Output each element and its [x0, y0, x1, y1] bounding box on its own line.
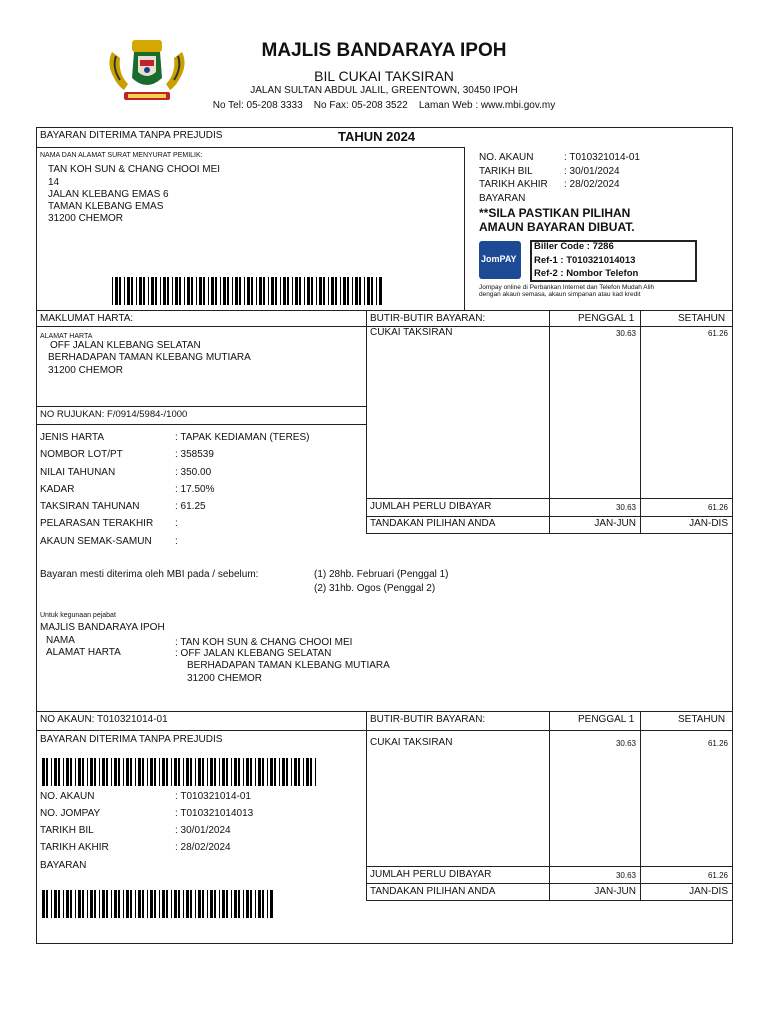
barcode-bar	[126, 890, 129, 918]
detail-label: PELARASAN TERAKHIR	[40, 518, 154, 529]
barcode-bar	[340, 277, 341, 305]
office-alamat-label: ALAMAT HARTA	[46, 647, 121, 658]
slip-cukai-label: CUKAI TAKSIRAN	[370, 737, 453, 748]
barcode-bar	[323, 277, 325, 305]
barcode-bar	[154, 758, 156, 786]
barcode-bar	[243, 758, 244, 786]
barcode-bar	[371, 277, 373, 305]
slip-prejudis: BAYARAN DITERIMA TANPA PREJUDIS	[40, 734, 223, 745]
alamat-harta-caption: ALAMAT HARTA	[40, 333, 93, 340]
org-address: JALAN SULTAN ABDUL JALIL, GREENTOWN, 30450 IPOH	[250, 85, 518, 96]
barcode-bar	[111, 758, 112, 786]
tarikh-akhir-value: : 28/02/2024	[564, 179, 620, 190]
barcode-bar	[42, 758, 45, 786]
barcode-bar	[191, 277, 193, 305]
barcode-bar	[214, 758, 216, 786]
jumlah-setahun-value: 61.26	[707, 503, 728, 512]
barcode-bar	[255, 890, 256, 918]
detail-label: NILAI TAHUNAN	[40, 467, 116, 478]
barcode-bar	[294, 758, 297, 786]
barcode-bar	[219, 890, 220, 918]
barcode-bar	[82, 758, 84, 786]
barcode-bar	[202, 890, 204, 918]
barcode-bar	[46, 890, 48, 918]
barcode-bar	[186, 890, 189, 918]
barcode-bar	[90, 890, 93, 918]
barcode-bar	[58, 890, 60, 918]
barcode-bar	[251, 277, 253, 305]
barcode-bar	[231, 890, 232, 918]
barcode-bar	[292, 277, 293, 305]
barcode-bar	[335, 277, 337, 305]
biller-code: Biller Code : 7286	[534, 241, 614, 252]
office-nama-value: : TAN KOH SUN & CHANG CHOOI MEI	[175, 637, 353, 648]
barcode-bar	[352, 277, 353, 305]
barcode-bar	[159, 758, 160, 786]
alamat-harta-line: OFF JALAN KLEBANG SELATAN	[50, 340, 201, 351]
barcode-bar	[270, 758, 273, 786]
barcode-bar	[226, 758, 228, 786]
barcode-bar	[70, 758, 72, 786]
barcode-bar	[211, 277, 214, 305]
slip-butir-header: BUTIR-BUTIR BAYARAN:	[370, 714, 486, 725]
barcode-bar	[283, 277, 286, 305]
barcode-bar	[303, 758, 304, 786]
jumlah-label: JUMLAH PERLU DIBAYAR	[370, 501, 492, 512]
barcode-bar	[138, 758, 141, 786]
office-nama-label: NAMA	[46, 635, 75, 646]
barcode-bar	[162, 758, 165, 786]
barcode-bar	[282, 758, 285, 786]
barcode-bar	[58, 758, 60, 786]
barcode-bar	[99, 758, 100, 786]
barcode-bar	[118, 890, 120, 918]
butir-bayaran-header: BUTIR-BUTIR BAYARAN:	[370, 313, 486, 324]
barcode-bar	[347, 277, 349, 305]
barcode-bar	[78, 758, 81, 786]
slip-detail-value: : 28/02/2024	[175, 842, 231, 853]
barcode-bar	[190, 758, 192, 786]
barcode-bar	[223, 277, 226, 305]
barcode-bar	[66, 890, 69, 918]
barcode-bar	[143, 277, 145, 305]
owner-name: TAN KOH SUN & CHANG CHOOI MEI	[48, 164, 221, 175]
barcode-bar	[178, 758, 180, 786]
alamat-harta-line: BERHADAPAN TAMAN KLEBANG MUTIARA	[48, 352, 251, 363]
jompay-logo-text: JomPAY	[481, 254, 517, 264]
slip-detail-value: : 30/01/2024	[175, 825, 231, 836]
notice-line-1: **SILA PASTIKAN PILIHAN	[479, 206, 631, 220]
barcode-bar	[198, 758, 201, 786]
barcode-bar	[102, 890, 105, 918]
barcode-bar	[130, 758, 132, 786]
detail-value: :	[175, 518, 178, 529]
barcode-bar	[315, 758, 316, 786]
barcode-bar	[243, 890, 244, 918]
barcode-bar	[319, 277, 322, 305]
barcode-bar	[232, 277, 233, 305]
barcode-bar	[135, 758, 136, 786]
slip-no-akaun-header: NO AKAUN: T010321014-01	[40, 714, 168, 725]
slip-jan-dis-option[interactable]: JAN-DIS	[689, 886, 728, 897]
barcode-bar	[287, 277, 289, 305]
detail-label: TAKSIRAN TAHUNAN	[40, 501, 140, 512]
detail-label: AKAUN SEMAK-SAMUN	[40, 536, 152, 547]
barcode-bar	[99, 890, 100, 918]
barcode-bar	[148, 277, 149, 305]
slip-jan-jun-option[interactable]: JAN-JUN	[594, 886, 636, 897]
barcode-bar	[367, 277, 370, 305]
barcode-bar	[210, 890, 213, 918]
barcode-bar	[124, 277, 125, 305]
owner-address-line: 31200 CHEMOR	[48, 213, 124, 224]
barcode-bar	[208, 277, 209, 305]
barcode-bar	[66, 758, 69, 786]
barcode-bar	[244, 277, 245, 305]
barcode-bar	[172, 277, 173, 305]
tarikh-akhir-label: TARIKH AKHIR	[479, 179, 548, 190]
barcode-bar	[295, 277, 298, 305]
barcode-bar	[359, 277, 361, 305]
cukai-taksiran-label: CUKAI TAKSIRAN	[370, 327, 453, 338]
barcode-bar	[87, 758, 88, 786]
slip-detail-value: : T010321014-01	[175, 791, 251, 802]
office-alamat-line: BERHADAPAN TAMAN KLEBANG MUTIARA	[187, 660, 390, 671]
barcode-bar	[147, 890, 148, 918]
barcode-bar	[234, 890, 237, 918]
barcode-bar	[160, 277, 161, 305]
cukai-setahun-value: 61.26	[707, 329, 728, 338]
barcode-bar	[130, 890, 132, 918]
slip-cukai-penggal1: 30.63	[615, 739, 636, 748]
barcode-bar	[106, 890, 108, 918]
barcode-bar	[136, 277, 137, 305]
barcode-bar	[175, 277, 178, 305]
detail-value: : 61.25	[175, 501, 206, 512]
barcode-bar	[51, 758, 52, 786]
barcode-bar	[246, 758, 249, 786]
barcode-bar	[255, 758, 256, 786]
barcode-bar	[262, 758, 264, 786]
barcode-bar	[147, 758, 148, 786]
barcode-bar	[94, 758, 96, 786]
barcode-bar	[250, 890, 252, 918]
detail-value: : TAPAK KEDIAMAN (TERES)	[175, 432, 310, 443]
barcode-bar	[54, 758, 57, 786]
barcode-bar	[306, 758, 309, 786]
alamat-harta-line: 31200 CHEMOR	[48, 365, 124, 376]
office-caption: Untuk kegunaan pejabat	[40, 612, 116, 619]
barcode-bar	[250, 758, 252, 786]
barcode-bar	[139, 277, 142, 305]
jompay-note: dengan akaun semasa, akaun simpanan atau kad kredit	[479, 291, 641, 298]
barcode-bar	[310, 758, 312, 786]
office-alamat-value: : OFF JALAN KLEBANG SELATAN	[175, 648, 332, 659]
owner-address-line: TAMAN KLEBANG EMAS	[48, 201, 164, 212]
barcode-bar	[150, 758, 153, 786]
barcode-bar	[247, 277, 250, 305]
barcode-bar	[258, 890, 261, 918]
barcode-bar	[328, 277, 329, 305]
barcode-bar	[258, 758, 261, 786]
barcode-bar	[219, 758, 220, 786]
barcode-bar	[118, 758, 120, 786]
barcode-bar	[46, 758, 48, 786]
barcode-bar	[226, 890, 228, 918]
barcode-bar	[70, 890, 72, 918]
slip-detail-label: NO. JOMPAY	[40, 808, 101, 819]
slip-detail-label: TARIKH BIL	[40, 825, 94, 836]
detail-value: : 358539	[175, 449, 214, 460]
barcode-bar	[42, 890, 45, 918]
barcode-bar	[286, 758, 288, 786]
owner-caption: NAMA DAN ALAMAT SURAT MENYURAT PEMILIK:	[40, 152, 203, 159]
barcode-bar	[112, 277, 113, 305]
barcode-bar	[151, 277, 154, 305]
slip-detail-label: TARIKH AKHIR	[40, 842, 109, 853]
payment-due-label: Bayaran mesti diterima oleh MBI pada / sebelum:	[40, 569, 259, 580]
barcode-bar	[114, 890, 117, 918]
barcode-bar	[304, 277, 305, 305]
barcode-bar	[166, 890, 168, 918]
barcode-bar	[150, 890, 153, 918]
barcode-bar	[214, 890, 216, 918]
barcode-bar	[271, 277, 274, 305]
slip-barcode-bottom	[42, 890, 274, 918]
barcode-bar	[279, 758, 280, 786]
barcode-bar	[311, 277, 313, 305]
barcode-bar	[376, 277, 377, 305]
penggal1-header: PENGGAL 1	[578, 313, 635, 324]
barcode-bar	[210, 758, 213, 786]
slip-penggal1-header: PENGGAL 1	[578, 714, 635, 725]
payment-due-2: (2) 31hb. Ogos (Penggal 2)	[314, 583, 436, 594]
barcode-bar	[82, 890, 84, 918]
barcode-bar	[298, 758, 300, 786]
barcode-bar	[238, 758, 240, 786]
owner-address-line: 14	[48, 177, 60, 188]
detail-value: :	[175, 536, 178, 547]
jompay-logo	[479, 241, 521, 279]
barcode-bar	[207, 890, 208, 918]
barcode-bar	[159, 890, 160, 918]
barcode-bar	[267, 758, 268, 786]
barcode-bar	[94, 890, 96, 918]
barcode-bar	[90, 758, 93, 786]
barcode-bar	[78, 890, 81, 918]
payment-due-1: (1) 28hb. Februari (Penggal 1)	[314, 569, 449, 580]
barcode-bar	[198, 890, 201, 918]
no-rujukan: NO RUJUKAN: F/0914/5984-/1000	[40, 409, 188, 420]
tarikh-bil-value: : 30/01/2024	[564, 166, 620, 177]
barcode-bar	[364, 277, 365, 305]
barcode-bar	[115, 277, 118, 305]
barcode-bar	[184, 277, 185, 305]
barcode-bar	[178, 890, 180, 918]
barcode-bar	[142, 758, 144, 786]
barcode-bar	[187, 277, 190, 305]
office-alamat-line: 31200 CHEMOR	[187, 673, 263, 684]
jan-jun-option[interactable]: JAN-JUN	[594, 518, 636, 529]
barcode-bar	[215, 277, 217, 305]
barcode-bar	[154, 890, 156, 918]
slip-setahun-header: SETAHUN	[678, 714, 726, 725]
barcode-bar	[54, 890, 57, 918]
detail-value: : 350.00	[175, 467, 212, 478]
barcode-bar	[123, 758, 124, 786]
barcode-bar	[222, 758, 225, 786]
prejudis-label: BAYARAN DITERIMA TANPA PREJUDIS	[40, 130, 223, 141]
detail-value: : 17.50%	[175, 484, 215, 495]
barcode-bar	[275, 277, 277, 305]
barcode-bar	[343, 277, 346, 305]
barcode-bar	[171, 758, 172, 786]
slip-jumlah-penggal1: 30.63	[615, 871, 636, 880]
owner-barcode	[112, 277, 382, 305]
barcode-bar	[190, 890, 192, 918]
barcode-bar	[268, 277, 269, 305]
barcode-bar	[267, 890, 268, 918]
org-title: MAJLIS BANDARAYA IPOH	[261, 40, 507, 61]
detail-label: KADAR	[40, 484, 75, 495]
barcode-bar	[179, 277, 181, 305]
barcode-bar	[183, 758, 184, 786]
barcode-bar	[174, 890, 177, 918]
barcode-bar	[126, 758, 129, 786]
slip-detail-value: : T010321014013	[175, 808, 254, 819]
barcode-bar	[307, 277, 310, 305]
jumlah-penggal1-value: 30.63	[615, 503, 636, 512]
tandakan-label: TANDAKAN PILIHAN ANDA	[370, 518, 496, 529]
barcode-bar	[199, 277, 202, 305]
detail-label: JENIS HARTA	[40, 432, 105, 443]
barcode-bar	[331, 277, 334, 305]
bill-type: BIL CUKAI TAKSIRAN	[314, 68, 454, 84]
cukai-penggal1-value: 30.63	[615, 329, 636, 338]
barcode-bar	[291, 758, 292, 786]
ref-1: Ref-1 : T010321014013	[534, 255, 636, 266]
barcode-bar	[166, 758, 168, 786]
barcode-bar	[207, 758, 208, 786]
tahun-label: TAHUN 2024	[338, 129, 416, 144]
slip-cukai-setahun: 61.26	[707, 739, 728, 748]
barcode-bar	[222, 890, 225, 918]
barcode-bar	[135, 890, 136, 918]
slip-jumlah-setahun: 61.26	[707, 871, 728, 880]
barcode-bar	[174, 758, 177, 786]
barcode-bar	[162, 890, 165, 918]
no-akaun-label: NO. AKAUN	[479, 152, 534, 163]
barcode-bar	[75, 890, 76, 918]
office-org: MAJLIS BANDARAYA IPOH	[40, 622, 165, 633]
barcode-bar	[263, 277, 265, 305]
barcode-bar	[102, 758, 105, 786]
barcode-bar	[163, 277, 166, 305]
barcode-bar	[131, 277, 133, 305]
maklumat-harta-header: MAKLUMAT HARTA:	[40, 313, 134, 324]
jompay-note: Jompay online di Perbankan Internet dan Telefon Mudah Alih	[479, 284, 655, 291]
barcode-bar	[239, 277, 241, 305]
barcode-bar	[114, 758, 117, 786]
bayaran-label: BAYARAN	[479, 193, 526, 204]
barcode-bar	[75, 758, 76, 786]
barcode-bar	[123, 890, 124, 918]
barcode-bar	[316, 277, 317, 305]
barcode-bar	[63, 890, 64, 918]
barcode-bar	[196, 277, 197, 305]
owner-address-line: JALAN KLEBANG EMAS 6	[48, 189, 169, 200]
barcode-bar	[119, 277, 121, 305]
barcode-bar	[355, 277, 358, 305]
barcode-bar	[106, 758, 108, 786]
barcode-bar	[238, 890, 240, 918]
notice-line-2: AMAUN BAYARAN DIBUAT.	[479, 220, 635, 234]
barcode-bar	[262, 890, 264, 918]
barcode-bar	[186, 758, 189, 786]
barcode-bar	[203, 277, 205, 305]
barcode-bar	[299, 277, 301, 305]
barcode-bar	[231, 758, 232, 786]
barcode-bar	[155, 277, 157, 305]
slip-barcode	[42, 758, 318, 786]
barcode-bar	[183, 890, 184, 918]
barcode-bar	[195, 758, 196, 786]
barcode-bar	[87, 890, 88, 918]
slip-tandakan-label: TANDAKAN PILIHAN ANDA	[370, 886, 496, 897]
setahun-header: SETAHUN	[678, 313, 726, 324]
jan-dis-option[interactable]: JAN-DIS	[689, 518, 728, 529]
barcode-bar	[227, 277, 229, 305]
slip-jumlah-label: JUMLAH PERLU DIBAYAR	[370, 869, 492, 880]
barcode-bar	[280, 277, 281, 305]
barcode-bar	[142, 890, 144, 918]
tarikh-bil-label: TARIKH BIL	[479, 166, 533, 177]
barcode-bar	[171, 890, 172, 918]
org-contact: No Tel: 05-208 3333 No Fax: 05-208 3522 Laman Web : www.mbi.gov.my	[212, 100, 556, 111]
mbi-crest-logo	[104, 34, 190, 108]
barcode-bar	[127, 277, 130, 305]
barcode-bar	[51, 890, 52, 918]
barcode-bar	[167, 277, 169, 305]
barcode-bar	[220, 277, 221, 305]
slip-bayaran-label: BAYARAN	[40, 860, 87, 871]
no-akaun-value: : T010321014-01	[564, 152, 640, 163]
detail-label: NOMBOR LOT/PT	[40, 449, 123, 460]
barcode-bar	[274, 758, 276, 786]
barcode-bar	[379, 277, 382, 305]
barcode-bar	[111, 890, 112, 918]
barcode-bar	[256, 277, 257, 305]
slip-detail-label: NO. AKAUN	[40, 791, 95, 802]
barcode-bar	[246, 890, 249, 918]
barcode-bar	[202, 758, 204, 786]
barcode-bar	[195, 890, 196, 918]
barcode-bar	[138, 890, 141, 918]
barcode-bar	[270, 890, 273, 918]
ref-2: Ref-2 : Nombor Telefon	[534, 268, 639, 279]
barcode-bar	[234, 758, 237, 786]
barcode-bar	[63, 758, 64, 786]
barcode-bar	[259, 277, 262, 305]
barcode-bar	[235, 277, 238, 305]
